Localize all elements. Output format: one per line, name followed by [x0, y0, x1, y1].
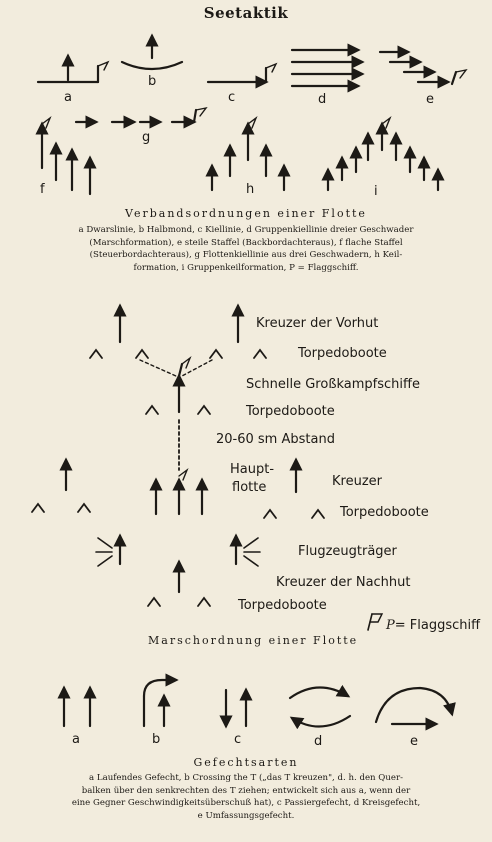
battleship-arrow [179, 358, 190, 412]
combat-d [290, 687, 350, 726]
flag-symbol-letter: P [386, 618, 395, 633]
label-b: b [148, 74, 157, 89]
figure3-caption-line: eine Gegner Geschwindigkeitsüberschuß hat), c Passiergefecht, d Kreisgefecht, [71, 798, 421, 808]
label-nachhut: Kreuzer der Nachhut [276, 575, 411, 590]
formation-h [212, 118, 284, 190]
figure1-caption-title: Verbandsordnungen einer Flotte [125, 207, 367, 220]
screening-lines [140, 360, 212, 376]
carriers [96, 536, 260, 566]
label-torpedo-4: Torpedoboote [238, 598, 327, 613]
label-vorhut: Kreuzer der Vorhut [256, 316, 379, 331]
label-f: f [40, 182, 45, 197]
figure3-caption-line: balken über den senkrechten des T ziehen; entwickelt sich aus a, wenn der [81, 785, 411, 796]
label-abstand: 20-60 sm Abstand [216, 432, 335, 447]
combat-b [144, 680, 176, 726]
combat-label-c: c [234, 732, 242, 747]
label-d: d [318, 92, 327, 107]
figure1-caption-line: (Marschformation), e steile Staffel (Backbordachteraus), f flache Staffel [89, 237, 403, 248]
page-title: Seetaktik [203, 4, 289, 22]
figure3-caption-title: Gefechtsarten [193, 756, 299, 769]
figure3-caption-line: a Laufendes Gefecht, b Crossing the T („das T kreuzen", d. h. den Quer- [89, 773, 403, 783]
torpedo-row-1 [90, 350, 266, 358]
label-hauptflotte-2: flotte [232, 480, 267, 495]
label-flaggschiff: P= Flaggschiff [386, 618, 481, 633]
formation-e [380, 52, 466, 84]
label-a: a [64, 90, 72, 105]
formation-g [76, 108, 206, 122]
formation-a [38, 56, 108, 82]
formation-i [328, 118, 438, 190]
combat-label-b: b [152, 732, 161, 747]
combat-label-e: e [410, 734, 418, 749]
label-hauptflotte-1: Haupt- [230, 462, 275, 477]
combat-e [376, 688, 452, 724]
combat-label-a: a [72, 732, 80, 747]
vorhut-cruisers [120, 306, 238, 342]
formation-f [42, 118, 90, 194]
label-i: i [374, 184, 378, 199]
torpedo-row-4 [148, 598, 210, 606]
combat-label-d: d [314, 734, 323, 749]
flag-legend-symbol [368, 614, 382, 630]
formation-b [122, 36, 182, 69]
figure2-caption-title: Marschordnung einer Flotte [148, 634, 359, 647]
label-g: g [142, 130, 151, 145]
combat-a [64, 688, 90, 726]
figure3-caption [22, 772, 470, 822]
combat-c [226, 690, 246, 726]
label-flugzeugtraeger: Flugzeugträger [298, 544, 397, 559]
figure1-caption-line: formation, i Gruppenkeilformation, P = Flaggschiff. [133, 262, 359, 273]
formation-d [292, 50, 362, 86]
formation-c [208, 64, 276, 82]
figure1-caption [22, 224, 470, 274]
label-kreuzer: Kreuzer [332, 474, 382, 489]
label-torpedo-1: Torpedoboote [298, 346, 387, 361]
label-grosskampf: Schnelle Großkampfschiffe [246, 377, 420, 392]
figure3-caption-line: e Umfassungsgefecht. [197, 810, 295, 821]
label-e: e [426, 92, 434, 107]
figure1-caption-line: (Steuerbordachteraus), g Flottenkiellinie aus drei Geschwadern, h Keil- [89, 250, 403, 260]
label-torpedo-2: Torpedoboote [246, 404, 335, 419]
figure1-caption-line: a Dwarslinie, b Halbmond, c Kiellinie, d Gruppenkiellinie dreier Geschwader [78, 225, 414, 235]
label-c: c [228, 90, 236, 105]
label-h: h [246, 182, 255, 197]
label-torpedo-3: Torpedoboote [340, 505, 429, 520]
